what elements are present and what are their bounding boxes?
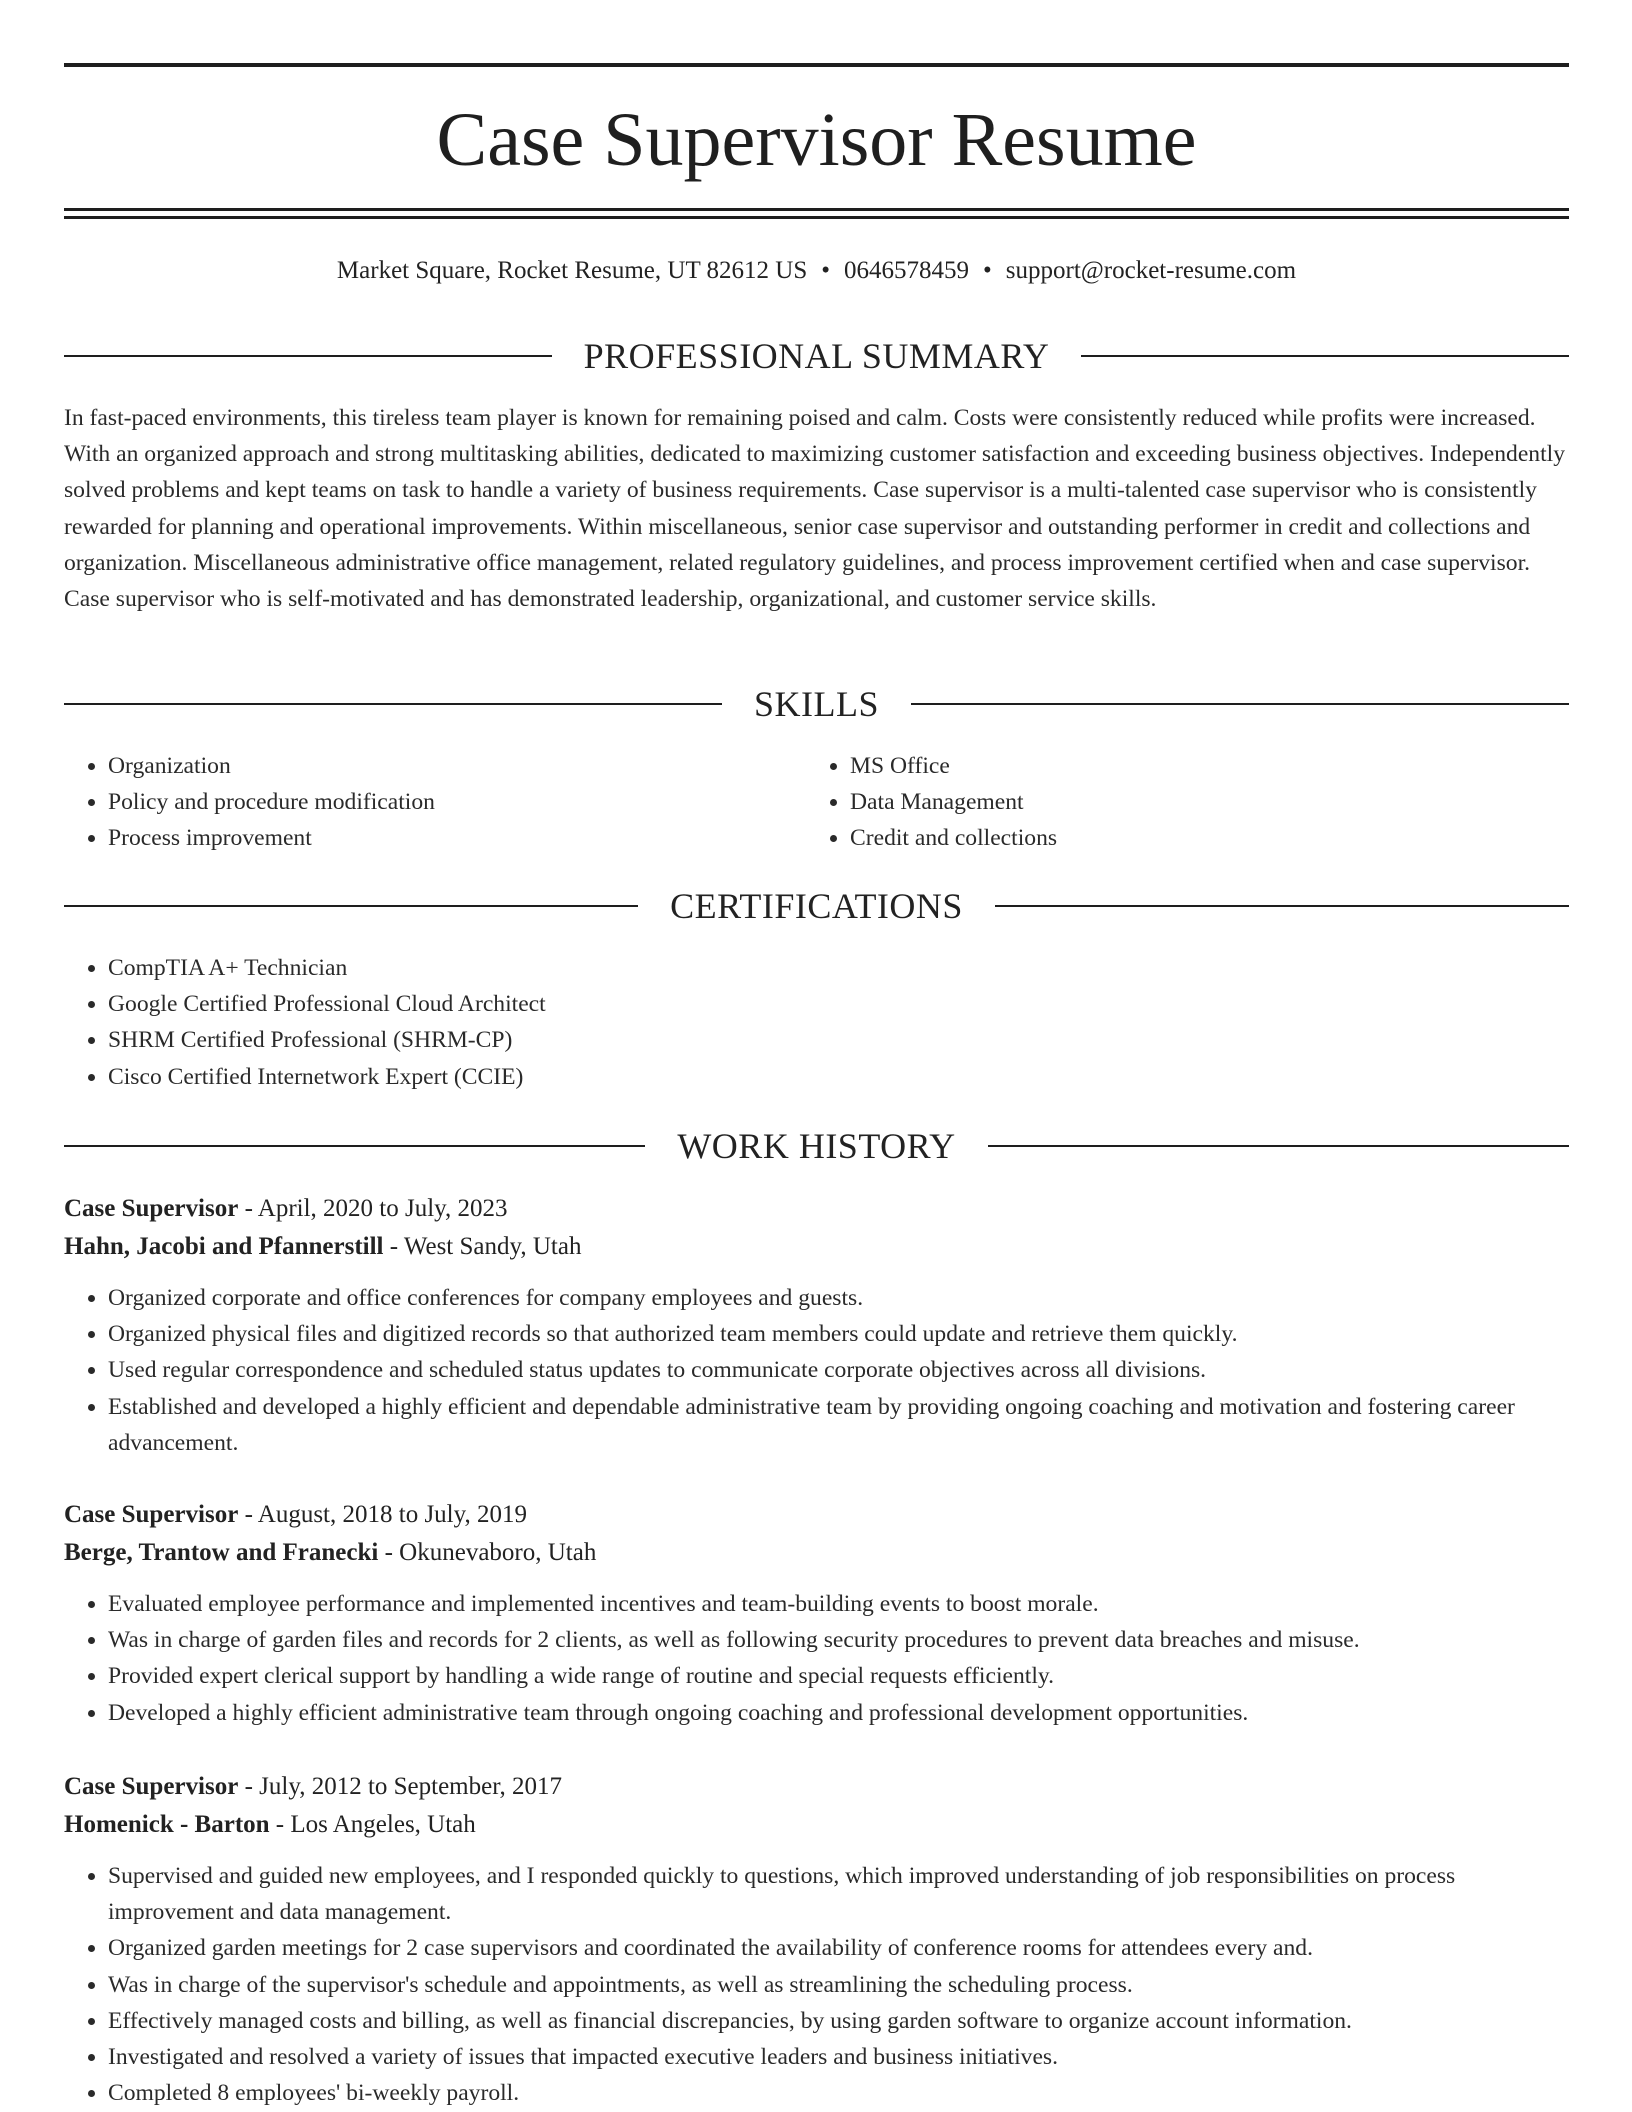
job-bullet: • Organized corporate and office conferences for company employees and guests. — [108, 1280, 1569, 1316]
job-bullet: • Investigated and resolved a variety of issues that impacted executive leaders and business initiatives. — [108, 2039, 1569, 2075]
section-divider — [64, 1145, 645, 1147]
job-title: Case Supervisor — [64, 1195, 239, 1222]
certifications-list — [64, 950, 1569, 1095]
section-divider — [64, 703, 722, 705]
section-divider — [64, 355, 552, 357]
section-header-work-history — [64, 1124, 1569, 1168]
job-bullet: • Developed a highly efficient administrative team through ongoing coaching and professional development opportunities. — [108, 1695, 1569, 1731]
section-divider — [995, 905, 1569, 907]
job-company-line: Hahn, Jacobi and Pfannerstill - West Sandy, Utah — [64, 1233, 582, 1260]
job-bullet: • Supervised and guided new employees, and I responded quickly to questions, which improved understanding of job responsibilities on process improvement and data management. — [108, 1858, 1569, 1930]
job-location: Okunevaboro, Utah — [399, 1539, 597, 1566]
job-company: Homenick - Barton — [64, 1811, 270, 1838]
job-bullets — [64, 1858, 1569, 2111]
job-bullet: • Effectively managed costs and billing, as well as financial discrepancies, by using garden software to organize account information. — [108, 2003, 1569, 2039]
job-dates: April, 2020 to July, 2023 — [257, 1195, 508, 1222]
job-company-line: Homenick - Barton - Los Angeles, Utah — [64, 1811, 476, 1838]
job-role-line: Case Supervisor - August, 2018 to July, 2019 — [64, 1501, 527, 1528]
job-entry — [64, 1496, 1569, 1731]
contact-separator: • — [983, 257, 992, 284]
job-title: Case Supervisor — [64, 1501, 239, 1528]
job-role-line: Case Supervisor - July, 2012 to September, 2017 — [64, 1773, 563, 1800]
job-company: Berge, Trantow and Franecki — [64, 1539, 379, 1566]
job-title: Case Supervisor — [64, 1773, 239, 1800]
job-company: Hahn, Jacobi and Pfannerstill — [64, 1233, 384, 1260]
job-location: West Sandy, Utah — [403, 1233, 582, 1260]
contact-line — [64, 254, 1569, 288]
title-rule-lower — [64, 216, 1569, 219]
section-divider — [64, 905, 638, 907]
certification-item: • CompTIA A+ Technician — [108, 950, 1569, 986]
job-bullet: • Evaluated employee performance and implemented incentives and team-building events to boost morale. — [108, 1586, 1569, 1622]
top-rule — [64, 63, 1569, 67]
skill-item: • Organization — [108, 748, 804, 784]
certification-item: • Google Certified Professional Cloud Architect — [108, 986, 1569, 1022]
skill-item: • Process improvement — [108, 820, 804, 856]
job-dates: August, 2018 to July, 2019 — [257, 1501, 527, 1528]
job-bullet: • Was in charge of garden files and records for 2 clients, as well as following security procedures to prevent data breaches and misuse. — [108, 1622, 1569, 1658]
title-rule-upper — [64, 208, 1569, 211]
job-bullet: • Used regular correspondence and scheduled status updates to communicate corporate objectives across all divisions. — [108, 1352, 1569, 1388]
job-bullet: • Organized physical files and digitized records so that authorized team members could update and retrieve them quickly. — [108, 1316, 1569, 1352]
summary-paragraph: In fast-paced environments, this tireless team player is known for remaining poised and calm. Costs were consistently reduced while profits were increased. With an organized approach and strong multitasking abilities, dedicated to maximizing customer satisfaction and exceeding business objectives. Independently solved problems and kept teams on task to handle a variety of business requirements. Case supervisor is a multi-talented case supervisor who is consistently rewarded for planning and operational improvements. Within miscellaneous, senior case supervisor and outstanding performer in credit and collections and organization. Miscellaneous administrative office management, related regulatory guidelines, and process improvement certified when and case supervisor. Case supervisor who is self-motivated and has demonstrated leadership, organizational, and customer service skills. — [64, 405, 1565, 613]
job-entry — [64, 1768, 1569, 2111]
certification-item: • SHRM Certified Professional (SHRM-CP) — [108, 1022, 1569, 1058]
section-header-skills — [64, 682, 1569, 726]
job-bullets — [64, 1586, 1569, 1731]
skills-column-left — [64, 748, 804, 857]
section-title-work-history: WORK HISTORY — [677, 1126, 956, 1166]
contact-email: support@rocket-resume.com — [1005, 257, 1297, 284]
skill-item: • Credit and collections — [850, 820, 1546, 856]
job-bullets — [64, 1280, 1569, 1461]
job-bullet: • Organized garden meetings for 2 case supervisors and coordinated the availability of conference rooms for attendees every and. — [108, 1930, 1569, 1966]
contact-address: Market Square, Rocket Resume, UT 82612 US — [336, 257, 808, 284]
contact-separator: • — [821, 257, 830, 284]
skill-item: • Data Management — [850, 784, 1546, 820]
skill-item: • MS Office — [850, 748, 1546, 784]
contact-phone: 0646578459 — [844, 257, 969, 284]
section-title-certifications: CERTIFICATIONS — [670, 886, 963, 926]
job-bullet: • Provided expert clerical support by handling a wide range of routine and special requests efficiently. — [108, 1658, 1569, 1694]
section-header-certifications — [64, 884, 1569, 928]
job-bullet: • Was in charge of the supervisor's schedule and appointments, as well as streamlining the scheduling process. — [108, 1967, 1569, 2003]
job-role-line: Case Supervisor - April, 2020 to July, 2023 — [64, 1195, 508, 1222]
section-header-summary — [64, 334, 1569, 378]
section-title-skills: SKILLS — [754, 684, 880, 724]
skill-item: • Policy and procedure modification — [108, 784, 804, 820]
job-bullet: • Established and developed a highly efficient and dependable administrative team by providing ongoing coaching and motivation and fostering career advancement. — [108, 1389, 1569, 1461]
section-divider — [988, 1145, 1569, 1147]
page-title: Case Supervisor Resume — [436, 98, 1197, 182]
section-divider — [911, 703, 1569, 705]
job-dates: July, 2012 to September, 2017 — [259, 1773, 563, 1800]
section-title-summary: PROFESSIONAL SUMMARY — [583, 336, 1050, 376]
job-entry — [64, 1190, 1569, 1461]
job-location: Los Angeles, Utah — [290, 1811, 476, 1838]
job-bullet: • Completed 8 employees' bi-weekly payroll. — [108, 2075, 1569, 2111]
certification-item: • Cisco Certified Internetwork Expert (CCIE) — [108, 1059, 1569, 1095]
section-divider — [1081, 355, 1569, 357]
skills-column-right — [806, 748, 1546, 857]
job-company-line: Berge, Trantow and Franecki - Okunevaboro, Utah — [64, 1539, 597, 1566]
